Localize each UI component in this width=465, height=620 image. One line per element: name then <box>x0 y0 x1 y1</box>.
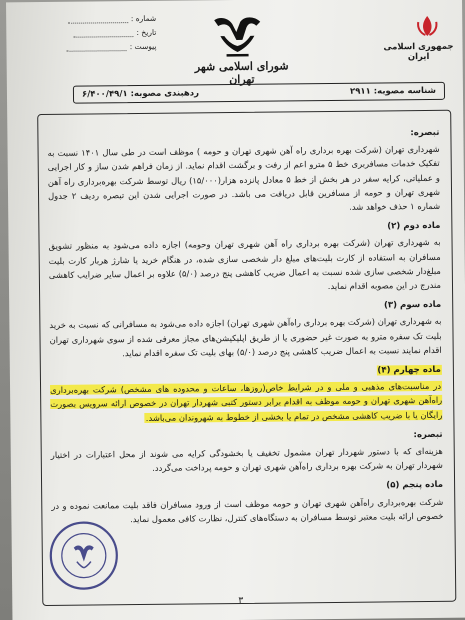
article5-paragraph: شرکت بهره‌برداری راه‌آهن شهری تهران و حومه موظف است از ورود مسافران فاقد بلیت ممانعت نموده و در خصوص ارائه بلیت معتبر توسط مسافران به دستگاه‌های کنترل، نظارت کافی معمول نماید. <box>51 496 444 524</box>
note4-heading: تبصره: <box>413 429 443 441</box>
meta-number-label: شماره : <box>130 13 157 23</box>
article4-heading: ماده چهارم (۴) <box>377 364 441 376</box>
approval-classification: ردهبندی مصوبه: ۶/۴۰۰/۴۹/۱ <box>81 88 200 100</box>
page-number: ۳ <box>238 595 244 606</box>
article3-paragraph: به شهرداری تهران (شرکت بهره برداری راه‌آهن شهری تهران) اجازه داده می‌شود به مسافرانی که نسبت به خرید بلیت تک سفره مترو به صورت غیر حضوری یا از طریق اپلیکیشن‌های مجاز معرفی شده از سوی شهرداری تهران اقدام نمایند نسبت به اعمال ضریب کاهشی پنج درصد (۵/۰) بهای بلیت تک سفره اقدام نماید. <box>49 316 442 359</box>
meta-attachment-label: پیوست : <box>129 41 157 51</box>
letter-meta <box>36 11 156 54</box>
document-page <box>6 0 465 620</box>
article5-heading: ماده پنجم (۵) <box>386 480 444 491</box>
body-text <box>47 120 443 531</box>
city-council-logo-icon <box>206 14 268 59</box>
note1-heading: تبصره: <box>410 127 440 139</box>
government-title: جمهوری اسلامی ایران <box>383 41 454 63</box>
article2-heading: ماده دوم (۲) <box>387 221 441 232</box>
approval-number: شناسه مصوبه: ۲۹۱۱ <box>349 85 437 97</box>
council-stamp-icon <box>47 519 120 592</box>
iran-emblem-icon <box>414 14 440 38</box>
article2-paragraph: به شهرداری تهران (شرکت بهره برداری راه آهن شهری تهران وحومه) اجازه داده می‌شود به منظور تشویق مسافران به استفاده از کارت بلیت‌های مبلغ دار شخصی سازی شده، در هنگام خرید یا شارژ هربار کارت بلیت مبلغ‌دار شخصی سازی شده نسبت به اعمال ضریب کاهشی پنج درصد (۵/۰) علاوه بر اعمال سایر ضرایب کاهشی مندرج در این مصوبه اقدام نماید. <box>48 237 442 292</box>
meta-date-label: تاریخ : <box>136 27 157 37</box>
note1-paragraph: شهرداری تهران (شرکت بهره برداری راه آهن شهری تهران و حومه ) موظف است در طی سال ۱۴۰۱ نسبت به تفکیک خدمات مسافربری خط ۵ مترو اعم از رفت و برگشت اقدام نماید. از زمان فراهم شدن ساز و کار اجرایی و عملیاتی، کرایه سفر در هر بخش از خط ۵ معادل پانزده هزار(۱۵/۰۰۰) ریال توسط شرکت بهره‌برداری راه آهن شهری تهران و حومه از مسافرین قابل دریافت می باشد. در صورت اجرایی شدن این تبصره ردیف ۲ جدول شماره ۱ حذف خواهد شد. <box>47 144 441 212</box>
article4-paragraph: در مناسبت‌های مذهبی و ملی و در شرایط خاص(روزها، ساعات و محدوده های مشخص) شرکت بهره‌برداری راه‌آهن شهری تهران و حومه موظف به اقدام برابر دستور کتبی شهردار تهران در خصوص ارائه سرویس بصورت رایگان یا با ضریب کاهشی مشخص در تمام یا بخشی از خطوط به شهروندان می‌باشد. <box>50 381 443 423</box>
article3-heading: ماده سوم (۳) <box>383 300 442 311</box>
note4-paragraph: هزینه‌ای که با دستور شهردار تهران مشمول تخفیف یا بخشودگی کرایه می شوند از محل اعتبارات در اختیار شهردار تهران به شرکت بهره برداری راه‌آهن شهری تهران و حومه پرداخت می‌گردد. <box>50 445 443 474</box>
document-content <box>6 0 465 620</box>
council-title: شورای اسلامی شهر تهران <box>194 59 289 87</box>
approval-info-bar <box>73 82 445 104</box>
